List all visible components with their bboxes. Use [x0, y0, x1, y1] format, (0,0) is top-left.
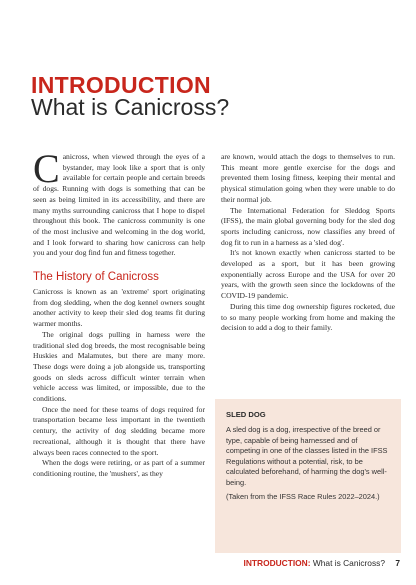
history-paragraph-3: Once the need for these teams of dogs required for transportation became less important in the twentieth century, the activity of dog sledding became more recreational, although it is thought that there have always been races connected to the sport. [33, 404, 205, 457]
running-footer [244, 558, 400, 568]
history-paragraph-2: The original dogs pulling in harness were the traditional sled dog breeds, the most recognisable being Huskies and Malamutes, but there are many more. These dogs were doing a job alongside us, transporting goods on sleds across difficult winter terrain when vehicle access was limited, or impossible, due to the conditions. [33, 329, 205, 404]
left-column [33, 146, 205, 480]
history-paragraph-6: It's not known exactly when canicross started to be developed as a sport, but it has been growing exponentially across Europe and the USA for over 20 years, with the growth seen since the lockdowns of the COVID-19 pandemic. [221, 248, 395, 301]
chapter-kicker: INTRODUCTION [31, 72, 211, 98]
right-column [221, 152, 395, 334]
section-heading-history: The History of Canicross [33, 271, 159, 284]
history-paragraph-4-start: When the dogs were retiring, or as part of a summer conditioning routine, the 'mushers', as they [33, 458, 205, 478]
history-paragraph-4-cont: are known, would attach the dogs to themselves to run. This meant more gentle exercise for the dogs and prevented them losing fitness, keeping their mental and physical stimulation going when they were unable to do their normal job. [221, 152, 395, 204]
drop-cap: C [33, 146, 60, 191]
history-paragraph-7: During this time dog ownership figures rocketed, due to so many people working from home and making the decision to add a dog to their family. [221, 301, 395, 333]
intro-paragraph: anicross, when viewed through the eyes of a bystander, may look like a sport that is only available for certain people and certain breeds of dogs. Running with dogs is something that can be seen as being limited in its accessibility, and there are many myths surrounding canicross that I hope to dispel throughout this book. The canicross community is one of the most inclusive and welcoming in the dog world, and I look forward to sharing how canicross can help you and your dog find fun and fitness together. [33, 152, 205, 258]
history-paragraph-5: The International Federation for Sleddog Sports (IFSS), the main global governing body for the sled dog sports including canicross, now classifies any breed of dog fit to run in a harness as a 'sled dog'. [221, 205, 395, 247]
footer-title: What is Canicross? [312, 558, 385, 568]
sidebar-title: SLED DOG [226, 410, 266, 419]
sidebar-definition: A sled dog is a dog, irrespective of the breed or type, capable of being harnessed and of competing in one of the classes listed in the IFSS Regulations without a potential, risk, to be calculated beforehand, of harming the dog's well-being. [226, 425, 388, 487]
sidebar-source: (Taken from the IFSS Race Rules 2022–2024.) [226, 491, 380, 501]
chapter-title: What is Canicross? [31, 94, 230, 120]
sled-dog-sidebar [215, 399, 401, 553]
page-number: 7 [395, 558, 400, 568]
intro-paragraph-block [33, 146, 205, 259]
footer-section: INTRODUCTION: [243, 558, 311, 568]
history-paragraph-1: Canicross is known as an 'extreme' sport originating from dog sledding, when the dog kennel owners sought another activity to keep their sled dog teams fit during warmer months. [33, 287, 205, 329]
